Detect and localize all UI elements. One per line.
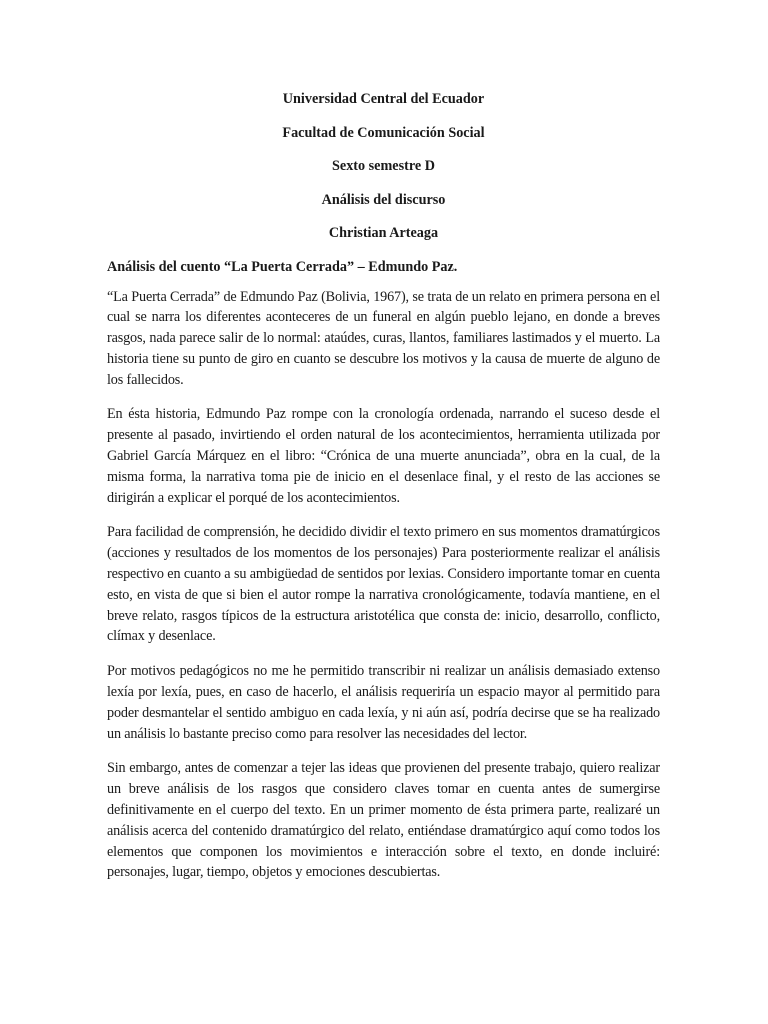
paragraph-5: Sin embargo, antes de comenzar a tejer las ideas que provienen del presente trabajo, quiero realizar un breve análisis de los rasgos que considero claves tomar en cuenta antes de sumergirse definitivamente en el cuerpo del texto. En un primer momento de ésta primera parte, realizaré un análisis acerca del contenido dramatúrgico del relato, entiéndase dramatúrgico aquí como todos los elementos que componen los movimientos e interacción sobre el texto, en donde incluiré: personajes, lugar, tiempo, objetos y emociones descubiertas. <box>107 760 660 881</box>
document-page <box>107 88 660 897</box>
paragraph-1: “La Puerta Cerrada” de Edmundo Paz (Bolivia, 1967), se trata de un relato en primera persona en el cual se narra los diferentes aconteceres de un funeral en algún pueblo lejano, en donde a breves rasgos, nada parece salir de lo normal: ataúdes, curas, llantos, familiares lastimados y el muerto. La historia tiene su punto de giro en cuanto se descubre los motivos y la causa de muerte de alguno de los fallecidos. <box>107 288 660 388</box>
semester-heading: Sexto semestre D <box>332 158 435 174</box>
course-heading: Análisis del discurso <box>321 191 446 208</box>
paragraph-4: Por motivos pedagógicos no me he permitido transcribir ni realizar un análisis demasiado extenso lexía por lexía, pues, en caso de hacerlo, el análisis requeriría un espacio mayor al permitido para poder desmantelar el sentido ambiguo en cada lexía, y ni aún así, podría decirse que se ha realizado un análisis lo bastante preciso como para resolver las necesidades del lector. <box>107 663 660 742</box>
paragraph-2: En ésta historia, Edmundo Paz rompe con la cronología ordenada, narrando el suceso desde el presente al pasado, invirtiendo el orden natural de los acontecimientos, herramienta utilizada por Gabriel García Márquez en el libro: “Crónica de una muerte anunciada”, obra en la cual, de la misma forma, la narrativa toma pie de inicio en el desenlace final, y el resto de las acciones se dirigirán a explicar el porqué de los acontecimientos. <box>107 406 660 506</box>
author-heading: Christian Arteaga <box>328 225 439 241</box>
document-title: Análisis del cuento “La Puerta Cerrada” – Edmundo Paz. <box>107 258 458 275</box>
paragraph-3: Para facilidad de comprensión, he decidido dividir el texto primero en sus momentos dramatúrgicos (acciones y resultados de los momentos de los personajes) Para posteriormente realizar el análisis respectivo en cuanto a su ambigüedad de sentidos por lexias. Considero importante tomar en cuenta esto, en vista de que si bien el autor rompe la narrativa cronológicamente, todavía mantiene, en el breve relato, rasgos típicos de la estructura aristotélica que consta de: inicio, desarrollo, conflicto, clímax y desenlace. <box>107 524 660 645</box>
faculty-heading: Facultad de Comunicación Social <box>282 124 485 141</box>
university-heading: Universidad Central del Ecuador <box>282 91 485 107</box>
